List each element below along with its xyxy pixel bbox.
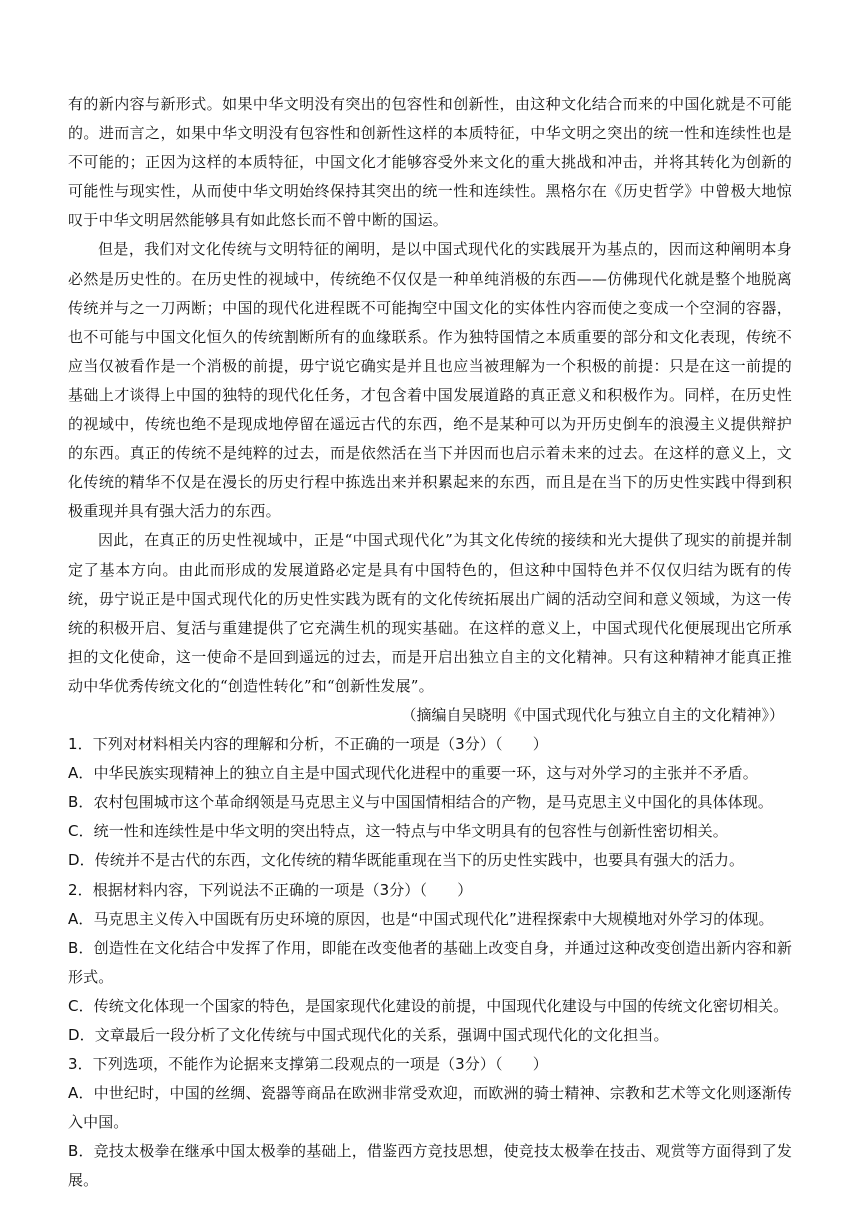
passage-paragraph-3: 因此，在真正的历史性视域中，正是“中国式现代化”为其文化传统的接续和光大提供了现实的前提并制定了基本方向。由此而形成的发展道路必定是具有中国特色的，但这种中国特色并不仅仅归结为既有的传统，毋宁说正是中国式现代化的历史性实践为既有的文化传统拓展出广阔的活动空间和意义领域，为这一传统的积极开启、复活与重建提供了它充满生机的现实基础。在这样的意义上，中国式现代化便展现出它所承担的文化使命，这一使命不是回到遥远的过去，而是开启出独立自主的文化精神。只有这种精神才能真正推动中华优秀传统文化的“创造性转化”和“创新性发展”。 <box>68 531 792 695</box>
question-1 <box>68 730 792 875</box>
question-stem: 1．下列对材料相关内容的理解和分析，不正确的一项是（3分）（ ） <box>68 735 548 754</box>
passage-paragraph-1: 有的新内容与新形式。如果中华文明没有突出的包容性和创新性，由这种文化结合而来的中国化就是不可能的。进而言之，如果中华文明没有包容性和创新性这样的本质特征，中华文明之突出的统一性和连续性也是不可能的；正因为这样的本质特征，中国文化才能够容受外来文化的重大挑战和冲击，并将其转化为创新的可能性与现实性，从而使中华文明始终保持其突出的统一性和连续性。黑格尔在《历史哲学》中曾极大地惊叹于中华文明居然能够具有如此悠长而不曾中断的国运。 <box>68 95 792 230</box>
option-d: D．文章最后一段分析了文化传统与中国式现代化的关系，强调中国式现代化的文化担当。 <box>68 1026 669 1044</box>
option-b: B．竞技太极拳在继承中国太极拳的基础上，借鉴西方竞技思想，使竞技太极拳在技击、观赏等方面得到了发展。 <box>68 1142 792 1190</box>
option-b: B．创造性在文化结合中发挥了作用，即能在改变他者的基础上改变自身，并通过这种改变创造出新内容和新形式。 <box>68 938 792 986</box>
document-page <box>68 90 792 1196</box>
option-a: A．中华民族实现精神上的独立自主是中国式现代化进程中的重要一环，这与对外学习的主张并不矛盾。 <box>68 764 758 783</box>
question-3 <box>68 1050 792 1195</box>
option-b: B．农村包围城市这个革命纲领是马克思主义与中国国情相结合的产物，是马克思主义中国化的具体体现。 <box>68 793 773 812</box>
option-d: D．传统并不是古代的东西，文化传统的精华既能重现在当下的历史性实践中，也要具有强大的活力。 <box>68 851 745 870</box>
option-c: C．传统文化体现一个国家的特色，是国家现代化建设的前提，中国现代化建设与中国的传统文化密切相关。 <box>68 996 789 1015</box>
question-stem: 3．下列选项，不能作为论据来支撑第二段观点的一项是（3分）（ ） <box>68 1055 548 1074</box>
passage-paragraph-2: 但是，我们对文化传统与文明特征的阐明，是以中国式现代化的实践展开为基点的，因而这种阐明本身必然是历史性的。在历史性的视域中，传统绝不仅仅是一种单纯消极的东西——仿佛现代化就是整个地脱离传统并与之一刀两断；中国的现代化进程既不可能掏空中国文化的实体性内容而使之变成一个空洞的容器，也不可能与中国文化恒久的传统割断所有的血缘联系。作为独特国情之本质重要的部分和文化表现，传统不应当仅被看作是一个消极的前提，毋宁说它确实是并且也应当被理解为一个积极的前提：只是在这一前提的基础上才谈得上中国的独特的现代化任务，才包含着中国发展道路的真正意义和积极作为。同样，在历史性的视域中，传统也绝不是现成地停留在遥远古代的东西，绝不是某种可以为开历史倒车的浪漫主义提供辩护的东西。真正的传统不是纯粹的过去，而是依然活在当下并因而也启示着未来的过去。在这样的意义上，文化传统的精华不仅是在漫长的历史行程中拣选出来并积累起来的东西，而且是在当下的历史性实践中得到积极重现并具有强大活力的东西。 <box>68 240 792 521</box>
option-a: A．马克思主义传入中国既有历史环境的原因，也是“中国式现代化”进程探索中大规模地对外学习的体现。 <box>68 909 774 928</box>
passage-source: （摘编自吴晓明《中国式现代化与独立自主的文化精神》） <box>401 705 784 724</box>
option-c: C．统一性和连续性是中华文明的突出特点，这一特点与中华文明具有的包容性与创新性密切相关。 <box>68 822 728 841</box>
question-2 <box>68 876 792 1051</box>
option-a: A．中世纪时，中国的丝绸、瓷器等商品在欧洲非常受欢迎，而欧洲的骑士精神、宗教和艺术等文化则逐渐传入中国。 <box>68 1084 792 1132</box>
question-stem: 2．根据材料内容，下列说法不正确的一项是（3分）（ ） <box>68 880 473 899</box>
